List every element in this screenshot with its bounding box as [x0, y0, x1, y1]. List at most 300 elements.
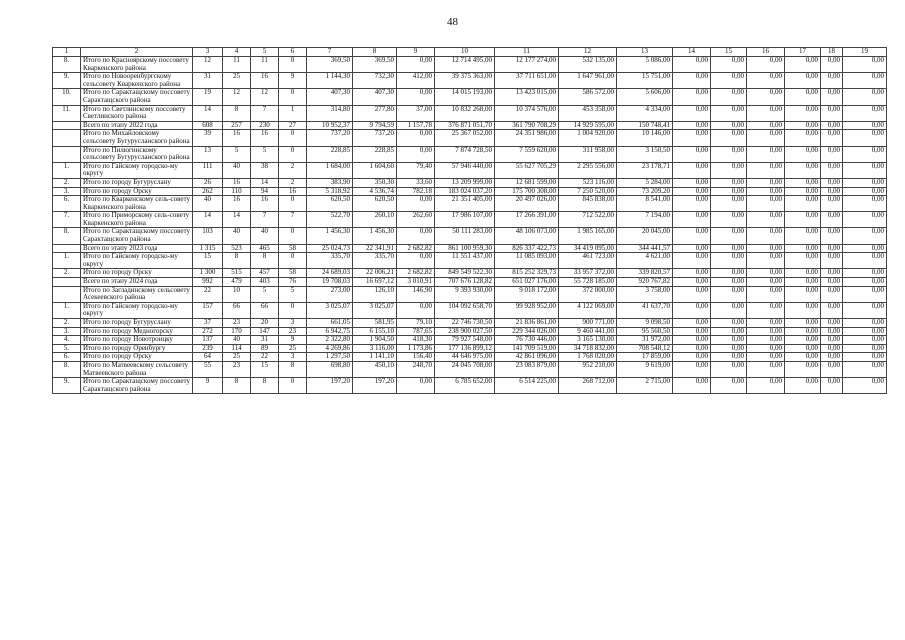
value-cell: 450,10	[353, 361, 397, 377]
value-cell: 418,30	[397, 336, 435, 345]
row-number-cell: 8.	[53, 361, 81, 377]
value-cell: 0,00	[711, 286, 747, 302]
value-cell: 44 646 975,00	[435, 353, 495, 362]
value-cell: 0,00	[747, 212, 785, 228]
count-cell: 23	[279, 327, 307, 336]
value-cell: 39 375 363,00	[435, 73, 495, 89]
count-cell: 15	[193, 253, 223, 269]
value-cell: 0,00	[843, 319, 887, 328]
table-row	[53, 162, 887, 178]
column-number-cell: 11	[495, 48, 559, 57]
count-cell: 22	[251, 353, 279, 362]
count-cell: 12	[223, 89, 251, 105]
row-number-cell: 6.	[53, 196, 81, 212]
value-cell: 383,90	[307, 178, 353, 187]
count-cell: 8	[223, 378, 251, 394]
value-cell: 0,00	[673, 178, 711, 187]
value-cell: 25 024,73	[307, 244, 353, 253]
count-cell: 9	[279, 73, 307, 89]
value-cell: 0,00	[747, 162, 785, 178]
value-cell: 1 684,00	[307, 162, 353, 178]
count-cell: 0	[279, 146, 307, 162]
count-cell: 64	[193, 353, 223, 362]
value-cell: 0,00	[747, 336, 785, 345]
value-cell: 6 514 225,00	[495, 378, 559, 394]
count-cell: 16	[251, 73, 279, 89]
value-cell: 0,00	[785, 228, 821, 244]
count-cell: 1 315	[193, 244, 223, 253]
table-row	[53, 302, 887, 318]
row-number-cell	[53, 278, 81, 287]
value-cell: 0,00	[843, 187, 887, 196]
count-cell: 0	[279, 89, 307, 105]
value-cell: 22 006,21	[353, 269, 397, 278]
value-cell: 0,00	[747, 319, 785, 328]
count-cell: 114	[223, 344, 251, 353]
count-cell: 8	[251, 253, 279, 269]
value-cell: 335,70	[353, 253, 397, 269]
value-cell: 0,00	[673, 89, 711, 105]
value-cell: 815 252 329,73	[495, 269, 559, 278]
value-cell: 0,00	[711, 269, 747, 278]
table-row	[53, 89, 887, 105]
count-cell: 0	[279, 130, 307, 146]
value-cell: 10 146,00	[617, 130, 673, 146]
value-cell: 126,10	[353, 286, 397, 302]
row-number-cell: 8.	[53, 228, 81, 244]
table-row	[53, 244, 887, 253]
count-cell: 40	[223, 228, 251, 244]
value-cell: 0,00	[747, 269, 785, 278]
value-cell: 23 083 879,00	[495, 361, 559, 377]
value-cell: 4 334,00	[617, 105, 673, 121]
value-cell: 523 116,00	[559, 178, 617, 187]
value-cell: 732,30	[353, 73, 397, 89]
value-cell: 175 700 308,00	[495, 187, 559, 196]
count-cell: 0	[279, 196, 307, 212]
row-number-cell: 3.	[53, 327, 81, 336]
column-number-cell: 6	[279, 48, 307, 57]
count-cell: 8	[223, 253, 251, 269]
value-cell: 461 723,00	[559, 253, 617, 269]
column-number-cell: 9	[397, 48, 435, 57]
value-cell: 900 771,00	[559, 319, 617, 328]
value-cell: 0,00	[785, 269, 821, 278]
value-cell: 849 549 522,30	[435, 269, 495, 278]
value-cell: 0,00	[821, 378, 843, 394]
value-cell: 7 250 520,00	[559, 187, 617, 196]
value-cell: 369,50	[307, 57, 353, 73]
value-cell: 0,00	[711, 162, 747, 178]
value-cell: 376 871 051,70	[435, 121, 495, 130]
value-cell: 273,00	[307, 286, 353, 302]
value-cell: 0,00	[747, 253, 785, 269]
value-cell: 0,00	[785, 212, 821, 228]
count-cell: 16	[279, 187, 307, 196]
row-name-cell: Итого по Сарактащскому поссовету Сарактащского района	[81, 228, 193, 244]
value-cell: 150 748,41	[617, 121, 673, 130]
value-cell: 0,00	[843, 130, 887, 146]
value-cell: 0,00	[673, 73, 711, 89]
value-cell: 407,30	[353, 89, 397, 105]
value-cell: 586 572,00	[559, 89, 617, 105]
table-row	[53, 57, 887, 73]
count-cell: 5	[279, 286, 307, 302]
row-name-cell: Итого по Красноярскому поссовету Кваркенского района	[81, 57, 193, 73]
value-cell: 581,95	[353, 319, 397, 328]
row-number-cell: 4.	[53, 336, 81, 345]
value-cell: 0,00	[821, 244, 843, 253]
value-cell: 0,00	[397, 196, 435, 212]
page-number: 48	[447, 16, 458, 28]
value-cell: 0,00	[747, 89, 785, 105]
value-cell: 183 024 037,20	[435, 187, 495, 196]
value-cell: 16 697,12	[353, 278, 397, 287]
value-cell: 0,00	[673, 228, 711, 244]
count-cell: 14	[223, 212, 251, 228]
count-cell: 8	[223, 105, 251, 121]
value-cell: 0,00	[673, 286, 711, 302]
value-cell: 0,00	[673, 187, 711, 196]
row-name-cell: Итого по городу Орску	[81, 353, 193, 362]
count-cell: 40	[223, 162, 251, 178]
value-cell: 20 045,00	[617, 228, 673, 244]
value-cell: 104 092 658,70	[435, 302, 495, 318]
value-cell: 197,20	[307, 378, 353, 394]
count-cell: 16	[223, 178, 251, 187]
count-cell: 25	[223, 353, 251, 362]
value-cell: 651 027 176,00	[495, 278, 559, 287]
value-cell: 22 341,91	[353, 244, 397, 253]
value-cell: 0,00	[821, 361, 843, 377]
row-name-cell: Итого по городу Оренбургу	[81, 344, 193, 353]
value-cell: 24 351 986,00	[495, 130, 559, 146]
value-cell: 17 266 391,00	[495, 212, 559, 228]
column-number-cell: 14	[673, 48, 711, 57]
value-cell: 0,00	[843, 105, 887, 121]
count-cell: 457	[251, 269, 279, 278]
value-cell: 861 100 959,30	[435, 244, 495, 253]
value-cell: 361 790 708,29	[495, 121, 559, 130]
value-cell: 0,00	[821, 130, 843, 146]
count-cell: 12	[193, 57, 223, 73]
value-cell: 0,00	[785, 344, 821, 353]
value-cell: 1 647 961,00	[559, 73, 617, 89]
value-cell: 13 209 999,00	[435, 178, 495, 187]
count-cell: 608	[193, 121, 223, 130]
value-cell: 0,00	[397, 253, 435, 269]
value-cell: 0,00	[397, 89, 435, 105]
value-cell: 73 209,20	[617, 187, 673, 196]
count-cell: 23	[223, 319, 251, 328]
value-cell: 8 541,00	[617, 196, 673, 212]
column-number-cell: 13	[617, 48, 673, 57]
value-cell: 0,00	[843, 286, 887, 302]
value-cell: 0,00	[397, 146, 435, 162]
value-cell: 238 900 027,50	[435, 327, 495, 336]
value-cell: 2 682,82	[397, 244, 435, 253]
value-cell: 0,00	[785, 73, 821, 89]
table-row	[53, 286, 887, 302]
value-cell: 0,00	[673, 269, 711, 278]
count-cell: 94	[251, 187, 279, 196]
value-cell: 0,00	[397, 228, 435, 244]
table-row	[53, 178, 887, 187]
value-cell: 0,00	[711, 130, 747, 146]
value-cell: 3 758,00	[617, 286, 673, 302]
value-cell: 1 985 165,00	[559, 228, 617, 244]
row-number-cell: 2.	[53, 178, 81, 187]
count-cell: 40	[193, 196, 223, 212]
table-row	[53, 105, 887, 121]
count-cell: 76	[279, 278, 307, 287]
value-cell: 0,00	[673, 57, 711, 73]
value-cell: 0,00	[711, 302, 747, 318]
value-cell: 1 157,78	[397, 121, 435, 130]
value-cell: 6 155,10	[353, 327, 397, 336]
value-cell: 3 025,07	[307, 302, 353, 318]
value-cell: 0,00	[711, 121, 747, 130]
value-cell: 0,00	[711, 327, 747, 336]
value-cell: 23 178,71	[617, 162, 673, 178]
count-cell: 0	[279, 228, 307, 244]
value-cell: 698,80	[307, 361, 353, 377]
value-cell: 0,00	[747, 73, 785, 89]
value-cell: 1 456,30	[353, 228, 397, 244]
value-cell: 0,00	[843, 336, 887, 345]
value-cell: 11 551 437,00	[435, 253, 495, 269]
value-cell: 0,00	[821, 178, 843, 187]
value-cell: 0,00	[821, 344, 843, 353]
count-cell: 239	[193, 344, 223, 353]
value-cell: 707 676 128,82	[435, 278, 495, 287]
table-row	[53, 212, 887, 228]
value-cell: 0,00	[673, 378, 711, 394]
value-cell: 369,50	[353, 57, 397, 73]
value-cell: 0,00	[711, 336, 747, 345]
row-number-cell: 9.	[53, 378, 81, 394]
value-cell: 0,00	[821, 253, 843, 269]
value-cell: 0,00	[711, 105, 747, 121]
row-number-cell: 8.	[53, 57, 81, 73]
value-cell: 314,80	[307, 105, 353, 121]
count-cell: 39	[193, 130, 223, 146]
value-cell: 12 681 599,00	[495, 178, 559, 187]
row-name-cell: Итого по городу Орску	[81, 269, 193, 278]
row-name-cell: Всего по этапу 2023 года	[81, 244, 193, 253]
table-row	[53, 278, 887, 287]
value-cell: 4 621,00	[617, 253, 673, 269]
value-cell: 712 522,00	[559, 212, 617, 228]
value-cell: 146,90	[397, 286, 435, 302]
value-cell: 0,00	[785, 162, 821, 178]
value-cell: 0,00	[821, 187, 843, 196]
table-row	[53, 187, 887, 196]
count-cell: 1	[279, 105, 307, 121]
value-cell: 228,85	[353, 146, 397, 162]
value-cell: 0,00	[711, 196, 747, 212]
value-cell: 0,00	[821, 353, 843, 362]
value-cell: 0,00	[747, 196, 785, 212]
value-cell: 0,00	[673, 146, 711, 162]
value-cell: 0,00	[821, 105, 843, 121]
value-cell: 5 606,00	[617, 89, 673, 105]
value-cell: 0,00	[711, 353, 747, 362]
value-cell: 0,00	[821, 278, 843, 287]
row-name-cell: Итого по Пилюгинскому сельсовету Бугурусланского района	[81, 146, 193, 162]
count-cell: 37	[193, 319, 223, 328]
value-cell: 0,00	[821, 336, 843, 345]
count-cell: 19	[193, 89, 223, 105]
value-cell: 55 728 185,00	[559, 278, 617, 287]
count-cell: 5	[251, 146, 279, 162]
count-cell: 9	[279, 336, 307, 345]
value-cell: 0,00	[821, 57, 843, 73]
count-cell: 14	[193, 212, 223, 228]
value-cell: 0,00	[711, 187, 747, 196]
table-row	[53, 327, 887, 336]
table-row	[53, 196, 887, 212]
value-cell: 0,00	[747, 244, 785, 253]
value-cell: 826 337 422,73	[495, 244, 559, 253]
value-cell: 0,00	[785, 286, 821, 302]
value-cell: 197,20	[353, 378, 397, 394]
value-cell: 737,20	[353, 130, 397, 146]
value-cell: 50 111 283,00	[435, 228, 495, 244]
row-number-cell	[53, 121, 81, 130]
table-row	[53, 121, 887, 130]
row-number-cell: 1.	[53, 302, 81, 318]
value-cell: 24 045 708,00	[435, 361, 495, 377]
value-cell: 0,00	[843, 73, 887, 89]
count-cell: 10	[223, 286, 251, 302]
value-cell: 0,00	[747, 278, 785, 287]
value-cell: 0,00	[673, 278, 711, 287]
value-cell: 0,00	[821, 162, 843, 178]
value-cell: 11 085 093,00	[495, 253, 559, 269]
value-cell: 37,00	[397, 105, 435, 121]
count-cell: 479	[223, 278, 251, 287]
row-number-cell: 9.	[53, 73, 81, 89]
value-cell: 17 859,00	[617, 353, 673, 362]
value-cell: 248,70	[397, 361, 435, 377]
value-cell: 0,00	[747, 327, 785, 336]
value-cell: 229 344 026,00	[495, 327, 559, 336]
count-cell: 3	[279, 353, 307, 362]
count-cell: 403	[251, 278, 279, 287]
table-row	[53, 378, 887, 394]
value-cell: 0,00	[673, 121, 711, 130]
count-cell: 16	[251, 196, 279, 212]
value-cell: 4 536,74	[353, 187, 397, 196]
value-cell: 0,00	[673, 319, 711, 328]
column-number-cell: 12	[559, 48, 617, 57]
value-cell: 0,00	[673, 212, 711, 228]
value-cell: 311 958,00	[559, 146, 617, 162]
column-number-cell: 15	[711, 48, 747, 57]
value-cell: 0,00	[821, 212, 843, 228]
table-row	[53, 146, 887, 162]
value-cell: 0,00	[673, 336, 711, 345]
value-cell: 0,00	[673, 353, 711, 362]
value-cell: 0,00	[843, 353, 887, 362]
value-cell: 0,00	[821, 269, 843, 278]
count-cell: 23	[223, 361, 251, 377]
row-name-cell: Итого по городу Орску	[81, 187, 193, 196]
count-cell: 2	[279, 162, 307, 178]
value-cell: 0,00	[785, 278, 821, 287]
value-cell: 0,00	[843, 228, 887, 244]
column-number-cell: 3	[193, 48, 223, 57]
count-cell: 27	[279, 121, 307, 130]
count-cell: 515	[223, 269, 251, 278]
value-cell: 0,00	[785, 121, 821, 130]
value-cell: 0,00	[397, 130, 435, 146]
count-cell: 38	[251, 162, 279, 178]
value-cell: 0,00	[711, 278, 747, 287]
value-cell: 79,40	[397, 162, 435, 178]
count-cell: 22	[193, 286, 223, 302]
value-cell: 79,10	[397, 319, 435, 328]
count-cell: 103	[193, 228, 223, 244]
row-number-cell	[53, 146, 81, 162]
value-cell: 55 627 705,29	[495, 162, 559, 178]
count-cell: 16	[223, 130, 251, 146]
table-row	[53, 130, 887, 146]
value-cell: 9 460 441,00	[559, 327, 617, 336]
value-cell: 0,00	[843, 253, 887, 269]
row-number-cell: 3.	[53, 187, 81, 196]
count-cell: 14	[193, 105, 223, 121]
value-cell: 0,00	[711, 228, 747, 244]
count-cell: 272	[193, 327, 223, 336]
value-cell: 177 136 899,12	[435, 344, 495, 353]
value-cell: 0,00	[785, 302, 821, 318]
value-cell: 0,00	[821, 73, 843, 89]
value-cell: 0,00	[821, 121, 843, 130]
count-cell: 40	[223, 336, 251, 345]
row-name-cell: Итого по Михайловскому сельсовету Бугурусланского района	[81, 130, 193, 146]
column-number-cell: 2	[81, 48, 193, 57]
value-cell: 0,00	[843, 146, 887, 162]
value-cell: 0,00	[747, 57, 785, 73]
value-cell: 1 141,10	[353, 353, 397, 362]
count-cell: 40	[251, 228, 279, 244]
value-cell: 1 604,60	[353, 162, 397, 178]
column-number-cell: 4	[223, 48, 251, 57]
value-cell: 0,00	[785, 361, 821, 377]
column-number-cell: 7	[307, 48, 353, 57]
value-cell: 48 106 073,00	[495, 228, 559, 244]
value-cell: 9 098,50	[617, 319, 673, 328]
count-cell: 7	[251, 105, 279, 121]
value-cell: 0,00	[785, 89, 821, 105]
value-cell: 708 548,12	[617, 344, 673, 353]
value-cell: 0,00	[673, 244, 711, 253]
column-number-cell: 8	[353, 48, 397, 57]
value-cell: 13 423 015,00	[495, 89, 559, 105]
count-cell: 992	[193, 278, 223, 287]
count-cell: 0	[279, 302, 307, 318]
table-row	[53, 353, 887, 362]
value-cell: 7 194,00	[617, 212, 673, 228]
count-cell: 2	[279, 178, 307, 187]
value-cell: 0,00	[711, 212, 747, 228]
value-cell: 0,00	[843, 212, 887, 228]
count-cell: 523	[223, 244, 251, 253]
row-name-cell: Итого по Новооренбургскому сельсовету Кваркенского района	[81, 73, 193, 89]
value-cell: 0,00	[711, 378, 747, 394]
